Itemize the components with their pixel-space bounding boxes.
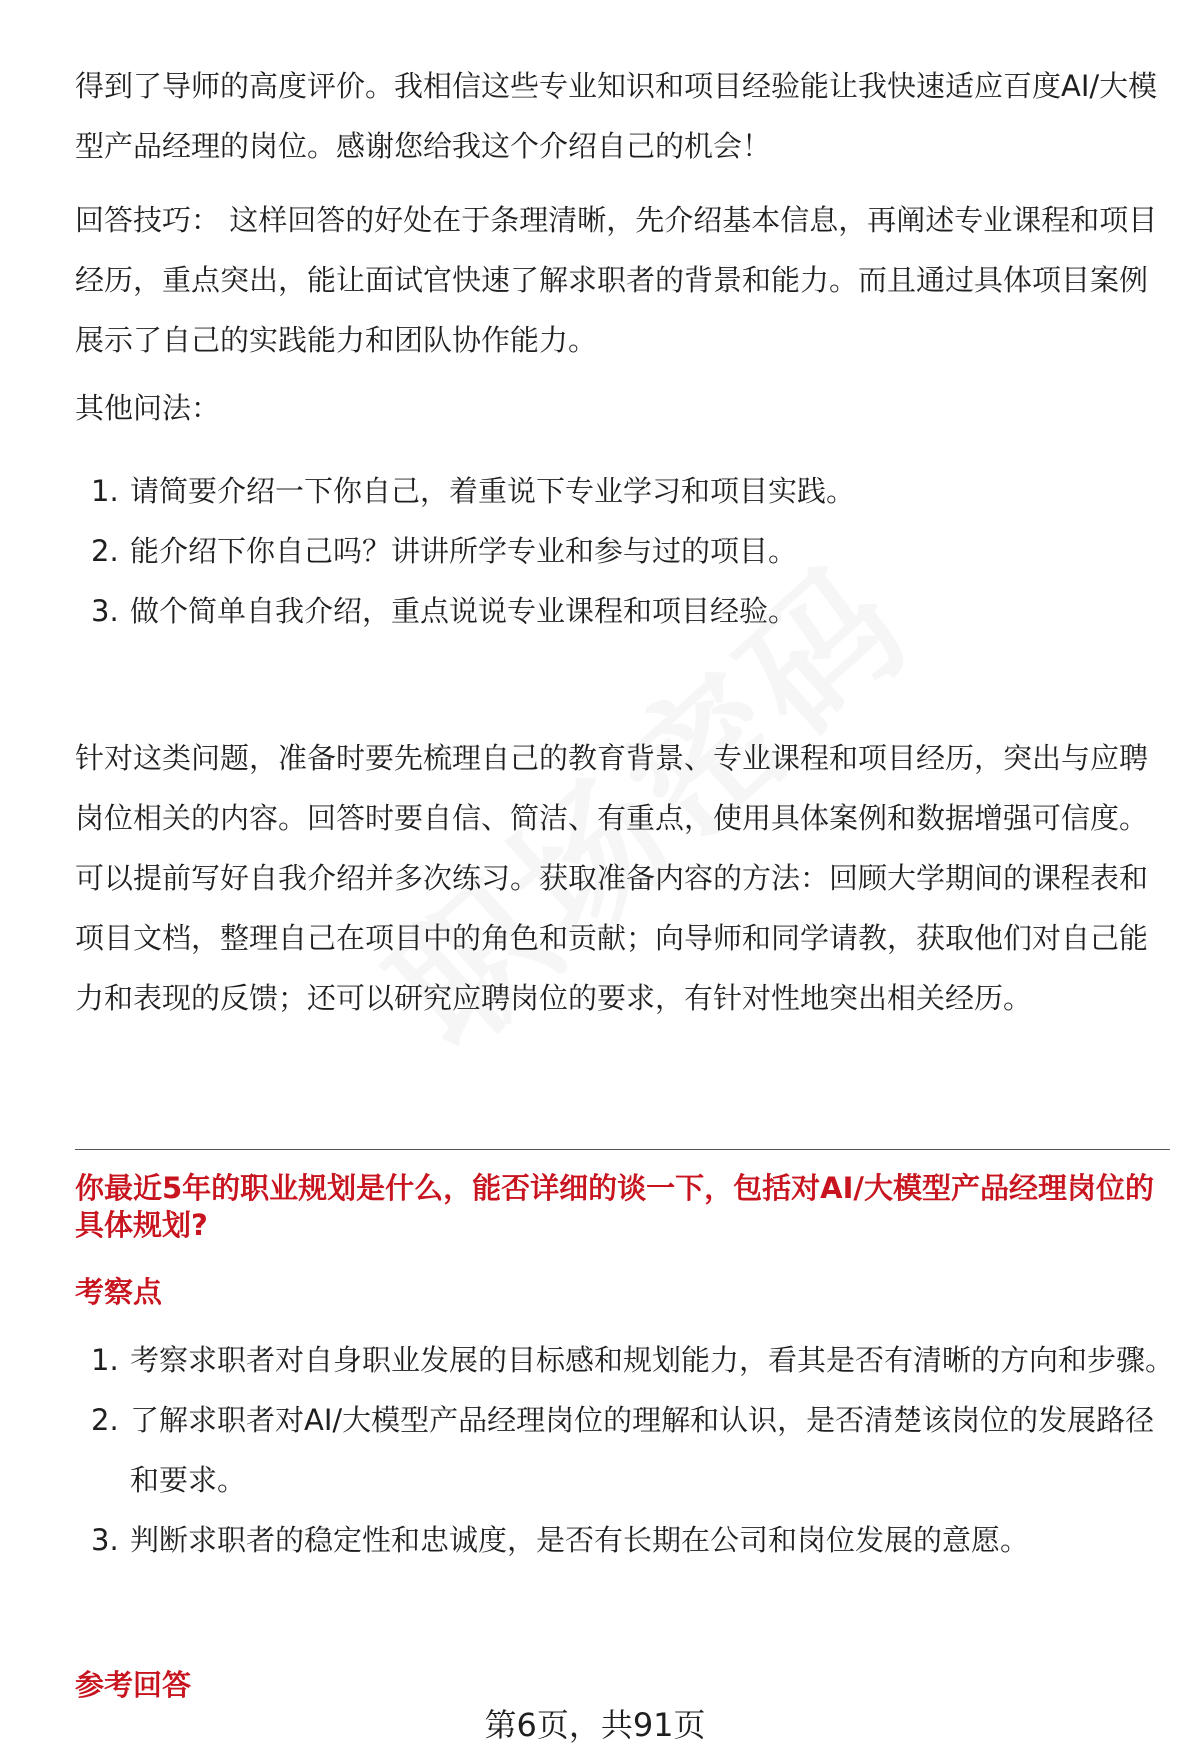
list-number: 3. xyxy=(91,594,119,628)
list-item xyxy=(75,581,1175,641)
alt-questions-list xyxy=(75,461,1175,641)
list-item-text: 判断求职者的稳定性和忠诚度，是否有长期在公司和岗位发展的意愿。 xyxy=(130,1523,1030,1557)
list-item xyxy=(75,1510,1175,1570)
focus-points-heading: 考察点 xyxy=(75,1275,163,1309)
page-number-footer: 第6页，共91页 xyxy=(484,1706,706,1744)
list-item-text: 考察求职者对自身职业发展的目标感和规划能力，看其是否有清晰的方向和步骤。 xyxy=(130,1343,1175,1377)
paragraph-intro-end: 得到了导师的高度评价。我相信这些专业知识和项目经验能让我快速适应百度AI/大模型产品经理的岗位。感谢您给我这个介绍自己的机会！ xyxy=(75,69,1158,163)
paragraph-other-phrasings: 其他问法： xyxy=(75,391,221,425)
reference-answer-heading: 参考回答 xyxy=(75,1668,192,1702)
list-item xyxy=(75,1390,1175,1510)
list-number: 1. xyxy=(91,1343,119,1377)
list-item xyxy=(75,521,1175,581)
list-number: 2. xyxy=(91,1403,119,1437)
list-item-text: 了解求职者对AI/大模型产品经理岗位的理解和认识，是否清楚该岗位的发展路径和要求。 xyxy=(130,1403,1155,1497)
section-divider xyxy=(75,1149,1170,1150)
list-item xyxy=(75,461,1175,521)
list-number: 1. xyxy=(91,474,119,508)
focus-points-list xyxy=(75,1330,1175,1570)
paragraph-preparation-advice: 针对这类问题，准备时要先梳理自己的教育背景、专业课程和项目经历，突出与应聘岗位相关的内容。回答时要自信、简洁、有重点，使用具体案例和数据增强可信度。可以提前写好自我介绍并多次练习。获取准备内容的方法：回顾大学期间的课程表和项目文档，整理自己在项目中的角色和贡献；向导师和同学请教，获取他们对自己能力和表现的反馈；还可以研究应聘岗位的要求，有针对性地突出相关经历。 xyxy=(75,741,1149,1015)
list-number: 3. xyxy=(91,1523,119,1557)
interview-question-heading: 你最近5年的职业规划是什么，能否详细的谈一下，包括对AI/大模型产品经理岗位的具体规划? xyxy=(75,1171,1155,1242)
list-item xyxy=(75,1330,1175,1390)
list-item-text: 做个简单自我介绍，重点说说专业课程和项目经验。 xyxy=(130,594,798,628)
paragraph-answer-tips: 回答技巧： 这样回答的好处在于条理清晰，先介绍基本信息，再阐述专业课程和项目经历，重点突出，能让面试官快速了解求职者的背景和能力。而且通过具体项目案例展示了自己的实践能力和团队协作能力。 xyxy=(75,203,1158,357)
list-item-text: 请简要介绍一下你自己，着重说下专业学习和项目实践。 xyxy=(130,474,856,508)
list-number: 2. xyxy=(91,534,119,568)
list-item-text: 能介绍下你自己吗？讲讲所学专业和参与过的项目。 xyxy=(130,534,798,568)
